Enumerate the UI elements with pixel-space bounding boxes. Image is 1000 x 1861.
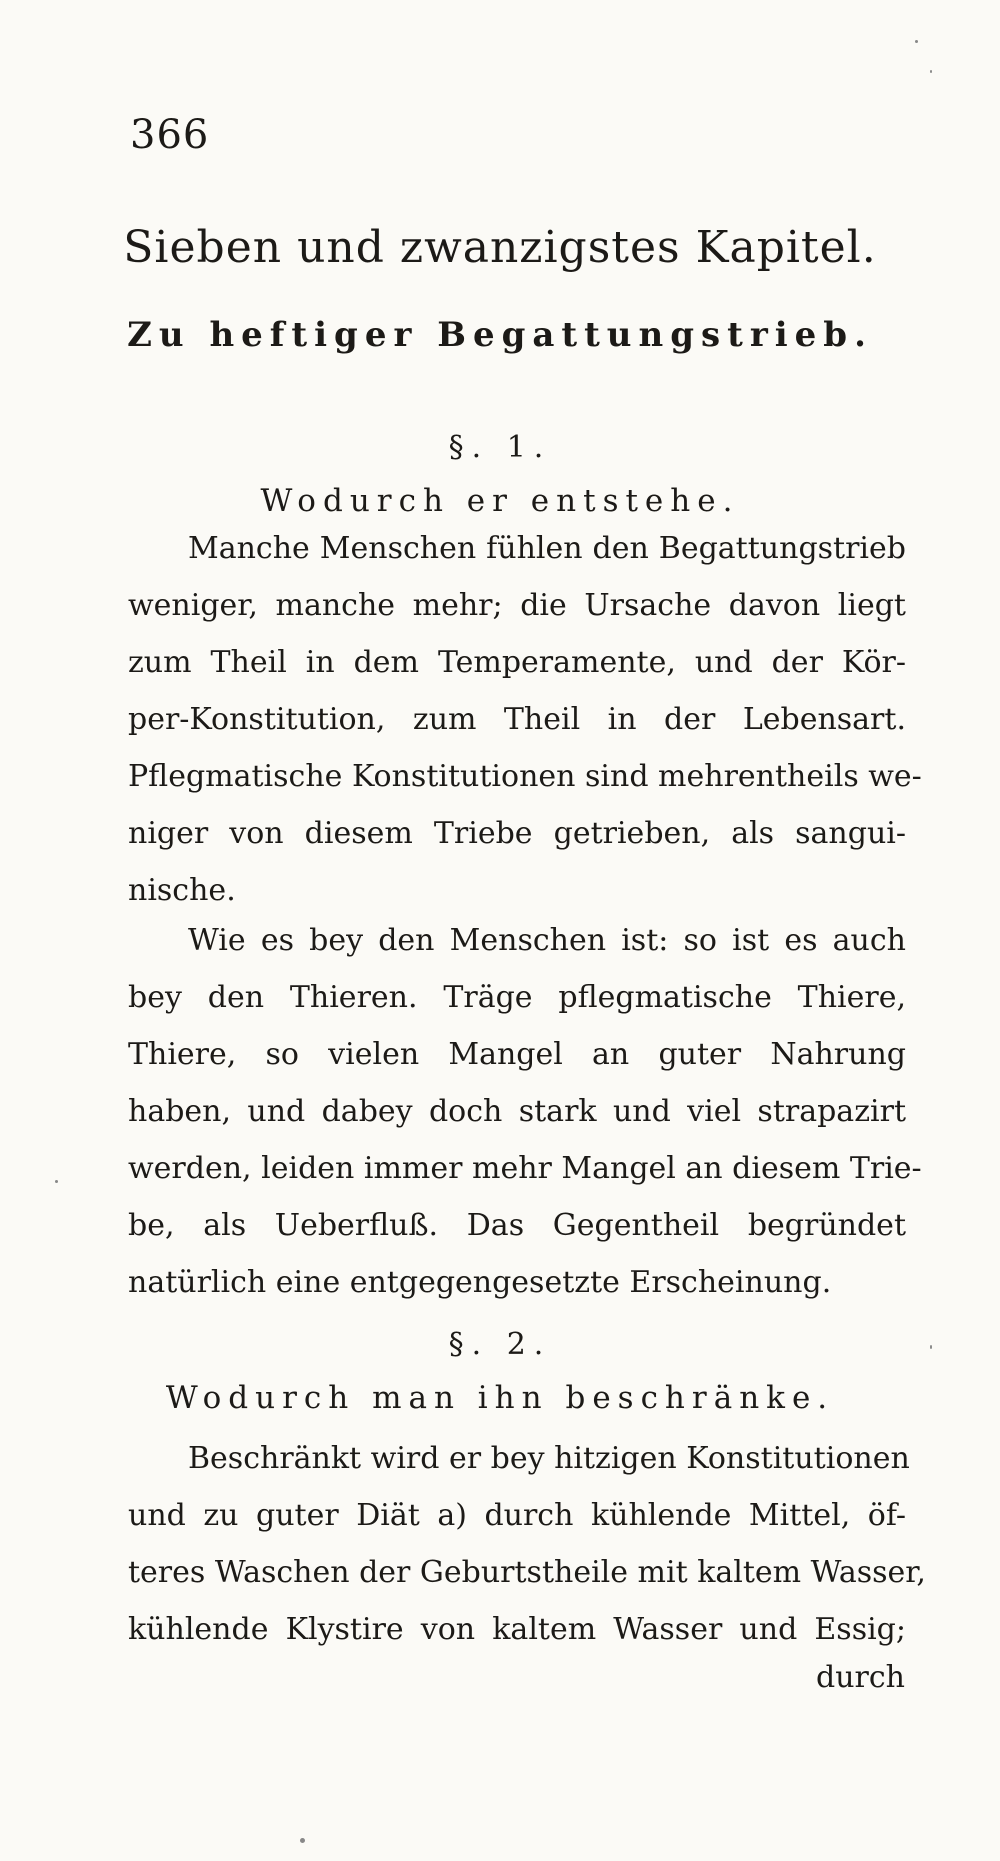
chapter-title: Sieben und zwanzigstes Kapitel. <box>123 222 877 273</box>
paper-speck <box>300 1838 305 1843</box>
text-line: Beschränkt wird er bey hitzigen Konstitutionen <box>188 1441 910 1476</box>
text-line: nische. <box>128 873 236 908</box>
text-line: weniger, manche mehr; die Ursache davon liegt <box>128 588 906 623</box>
paper-speck <box>930 1345 932 1349</box>
text-line: be, als Ueberfluß. Das Gegentheil begründet <box>128 1208 906 1243</box>
paragraph <box>128 520 922 919</box>
text-line: per-Konstitution, zum Theil in der Lebensart. <box>128 702 906 737</box>
paragraph <box>128 1430 926 1658</box>
text-line: haben, und dabey doch stark und viel strapazirt <box>128 1094 906 1129</box>
section-number: §. 2. <box>448 1327 552 1362</box>
paragraph <box>128 912 922 1311</box>
chapter-subtitle: Zu heftiger Begattungstrieb. <box>127 315 873 355</box>
paper-speck <box>930 70 932 73</box>
text-line: Wie es bey den Menschen ist: so ist es auch <box>188 923 906 958</box>
text-line: Manche Menschen fühlen den Begattungstrieb <box>188 531 906 566</box>
text-line: natürlich eine entgegengesetzte Erscheinung. <box>128 1265 832 1300</box>
section-heading: Wodurch man ihn beschränke. <box>165 1380 835 1416</box>
text-line: bey den Thieren. Träge pflegmatische Thiere, <box>128 980 906 1015</box>
text-line: Pflegmatische Konstitutionen sind mehrentheils we- <box>128 759 922 794</box>
text-line: kühlende Klystire von kaltem Wasser und Essig; <box>128 1612 906 1647</box>
text-line: Thiere, so vielen Mangel an guter Nahrung <box>128 1037 906 1072</box>
page-number: 366 <box>130 112 210 158</box>
paper-speck <box>915 40 918 43</box>
text-line: niger von diesem Triebe getrieben, als sangui- <box>128 816 906 851</box>
paper-speck <box>55 1180 58 1183</box>
section-heading: Wodurch er entstehe. <box>260 483 740 519</box>
text-line: werden, leiden immer mehr Mangel an diesem Trie- <box>128 1151 922 1186</box>
section-number: §. 1. <box>448 430 552 465</box>
text-line: teres Waschen der Geburtstheile mit kaltem Wasser, <box>128 1555 926 1590</box>
text-line: und zu guter Diät a) durch kühlende Mittel, öf- <box>128 1498 906 1533</box>
catchword: durch <box>816 1660 905 1695</box>
text-line: zum Theil in dem Temperamente, und der Kör- <box>128 645 906 680</box>
